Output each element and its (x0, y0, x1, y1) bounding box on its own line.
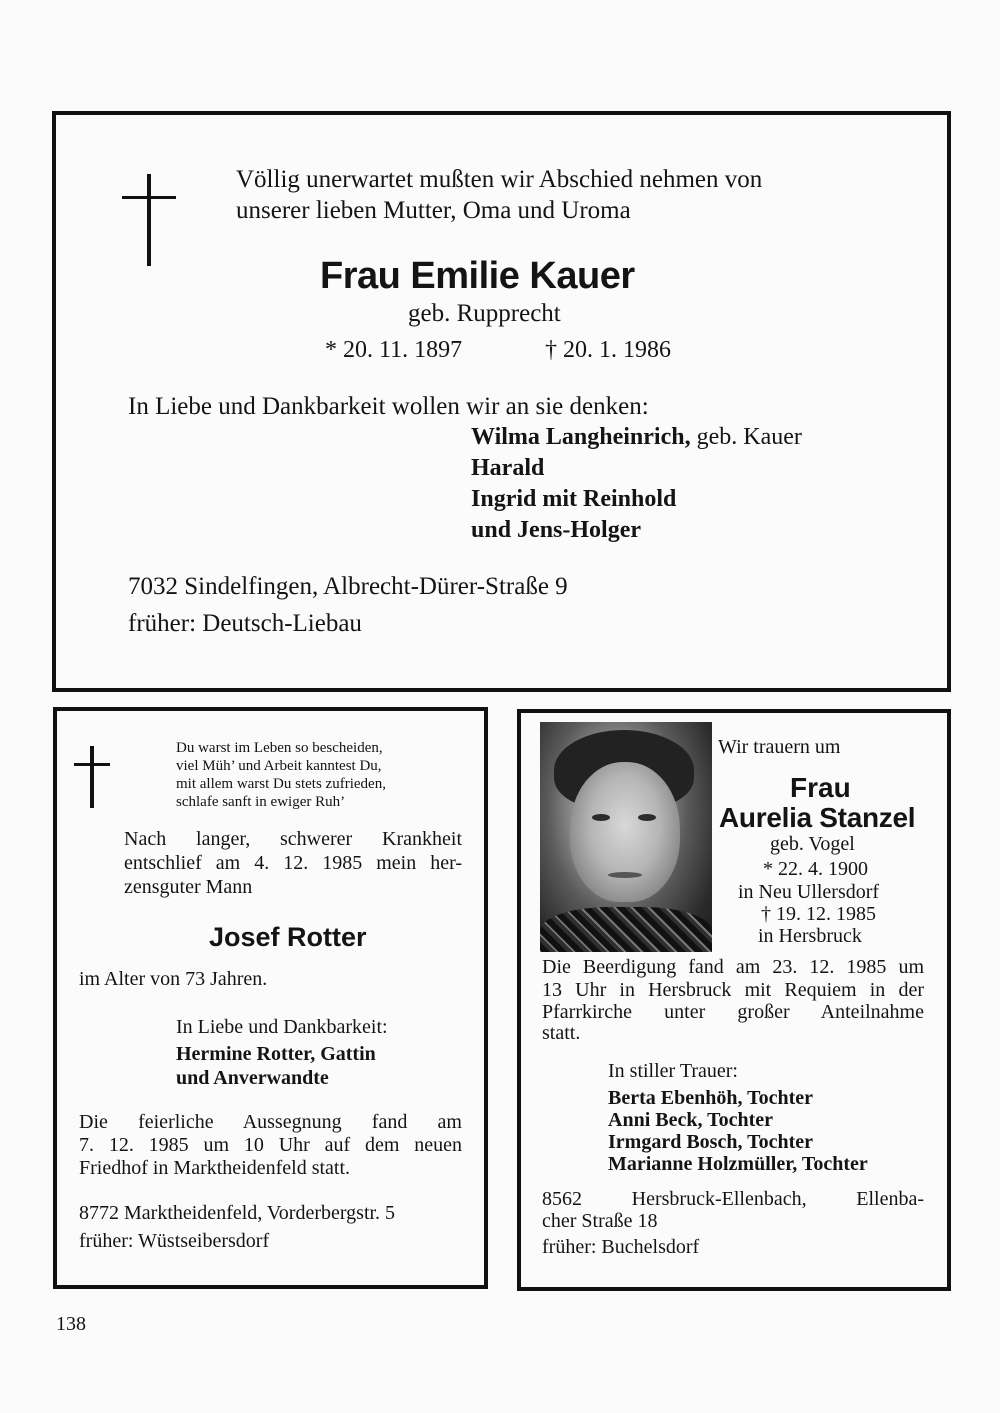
poem-line-4: schlafe sanft in ewiger Ruh’ (176, 794, 346, 810)
cross-icon (122, 174, 176, 266)
poem-line-1: Du warst im Leben so bescheiden, (176, 740, 383, 756)
mourner-2: Anni Beck, Tochter (608, 1109, 774, 1131)
mourner-3: Irmgard Bosch, Tochter (608, 1131, 813, 1153)
ceremony-line-3: Friedhof in Marktheidenfeld statt. (79, 1157, 351, 1179)
address: 7032 Sindelfingen, Albrecht-Dürer-Straße 9 (128, 573, 568, 600)
address: 8772 Marktheidenfeld, Vorderbergstr. 5 (79, 1202, 396, 1224)
mourner-2: und Anverwandte (176, 1067, 329, 1089)
body-line-2: entschlief am 4. 12. 1985 mein her- (124, 852, 462, 874)
mourner-1: Wilma Langheinrich, geb. Kauer (471, 424, 802, 450)
funeral-line-4: statt. (542, 1022, 581, 1044)
age-line: im Alter von 73 Jahren. (79, 968, 268, 990)
former-residence: früher: Wüstseibersdorf (79, 1230, 270, 1252)
mourner-3: Ingrid mit Reinhold (471, 486, 677, 512)
death-place: in Hersbruck (758, 925, 862, 947)
funeral-line-2: 13 Uhr in Hersbruck mit Requiem in der (542, 979, 924, 1001)
birth-date: * 22. 4. 1900 (763, 858, 868, 880)
intro-line-1: Völlig unerwartet mußten wir Abschied nehmen von (236, 166, 763, 193)
mourner-4: und Jens-Holger (471, 517, 642, 543)
birth-date: * 20. 11. 1897 (325, 337, 463, 363)
page-number: 138 (56, 1313, 86, 1335)
address-line-2: cher Straße 18 (542, 1210, 658, 1232)
thanks-line: In Liebe und Dankbarkeit: (176, 1016, 388, 1038)
mourner-4: Marianne Holzmüller, Tochter (608, 1153, 868, 1175)
address-line-1: 8562 Hersbruck-Ellenbach, Ellenba- (542, 1188, 924, 1210)
former-residence: früher: Deutsch-Liebau (128, 610, 362, 637)
maiden-name: geb. Vogel (770, 833, 855, 855)
intro-line: Wir trauern um (718, 736, 841, 758)
funeral-line-1: Die Beerdigung fand am 23. 12. 1985 um (542, 956, 924, 978)
deceased-name: Frau Emilie Kauer (320, 255, 635, 297)
ceremony-line-1: Die feierliche Aussegnung fand am (79, 1111, 462, 1133)
birth-place: in Neu Ullersdorf (738, 881, 880, 903)
mourner-1: Hermine Rotter, Gattin (176, 1043, 376, 1065)
intro-line-2: unserer lieben Mutter, Oma und Uroma (236, 197, 631, 224)
cross-icon (74, 746, 110, 808)
honorific: Frau (790, 772, 851, 803)
poem-line-2: viel Müh’ und Arbeit kanntest Du, (176, 758, 382, 774)
poem-line-3: mit allem warst Du stets zufrieden, (176, 776, 386, 792)
funeral-line-3: Pfarrkirche unter großer Anteilnahme (542, 1001, 924, 1023)
portrait-photo (540, 722, 712, 952)
deceased-name: Josef Rotter (209, 922, 367, 952)
mourner-1: Berta Ebenhöh, Tochter (608, 1087, 814, 1109)
death-date: † 20. 1. 1986 (545, 337, 671, 363)
ceremony-line-2: 7. 12. 1985 um 10 Uhr auf dem neuen (79, 1134, 462, 1156)
mourning-line: In stiller Trauer: (608, 1060, 738, 1082)
deceased-name: Aurelia Stanzel (719, 802, 916, 833)
maiden-name: geb. Rupprecht (408, 300, 561, 327)
body-line-1: Nach langer, schwerer Krankheit (124, 828, 462, 850)
former-residence: früher: Buchelsdorf (542, 1236, 700, 1258)
body-line-3: zensguter Mann (124, 876, 253, 898)
death-date: † 19. 12. 1985 (761, 903, 876, 925)
mourner-2: Harald (471, 455, 545, 481)
thanks-line: In Liebe und Dankbarkeit wollen wir an sie denken: (128, 393, 649, 420)
